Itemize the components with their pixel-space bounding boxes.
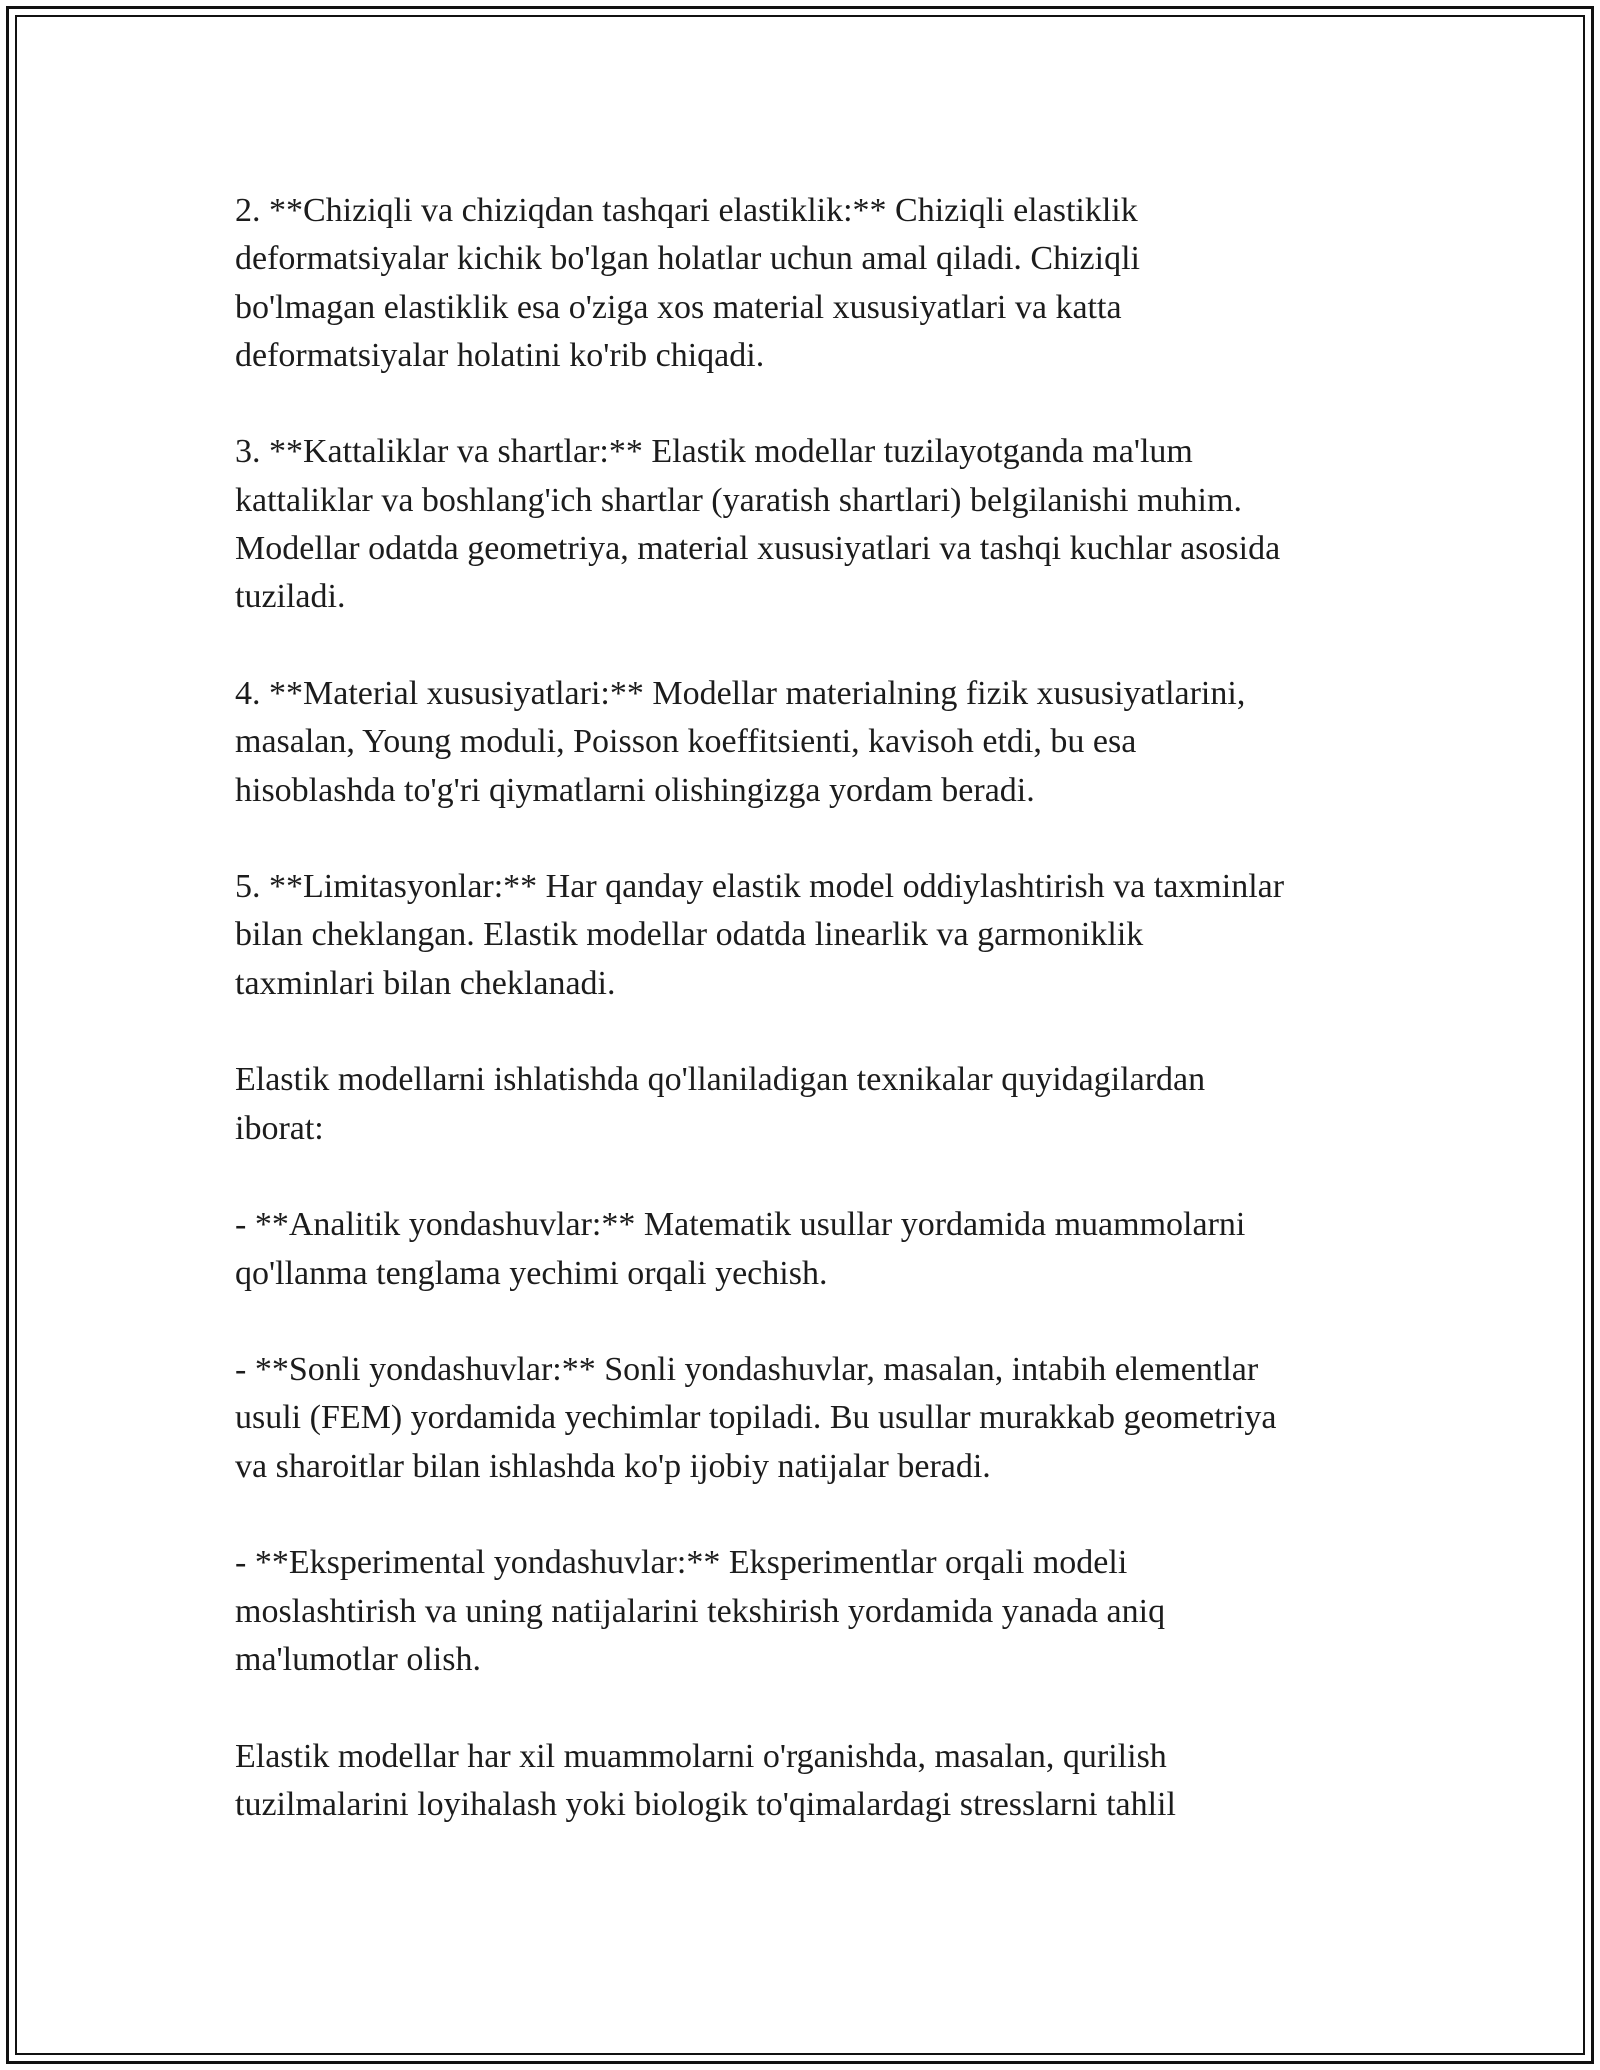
text-line: 2. **Chiziqli va chiziqdan tashqari elastiklik:** Chiziqli elastiklik <box>235 192 1138 229</box>
text-line: Elastik modellarni ishlatishda qo'llaniladigan texnikalar quyidagilardan <box>235 1061 1206 1099</box>
paragraph-material-properties <box>235 670 1385 815</box>
text-line: deformatsiyalar holatini ko'rib chiqadi. <box>235 336 765 374</box>
paragraph-linear-elasticity <box>235 187 1385 380</box>
text-line: hisoblashda to'g'ri qiymatlarni olishingizga yordam beradi. <box>235 771 1035 809</box>
text-line: bo'lmagan elastiklik esa o'ziga xos material xususiyatlari va katta <box>235 288 1122 326</box>
paragraph-numerical-approaches <box>235 1346 1385 1491</box>
text-line: qo'llanma tenglama yechimi orqali yechish. <box>235 1254 828 1292</box>
text-line: tuziladi. <box>235 578 346 616</box>
text-line: Elastik modellar har xil muammolarni o'rganishda, masalan, qurilish <box>235 1737 1167 1775</box>
text-line: taxminlari bilan cheklanadi. <box>235 964 616 1002</box>
paragraph-techniques-intro <box>235 1056 1385 1153</box>
text-line: 3. **Kattaliklar va shartlar:** Elastik modellar tuzilayotganda ma'lum <box>235 433 1193 471</box>
text-line: - **Sonli yondashuvlar:** Sonli yondashuvlar, masalan, intabih elementlar <box>235 1351 1259 1389</box>
paragraph-experimental-approaches <box>235 1539 1385 1684</box>
text-line: bilan cheklangan. Elastik modellar odatda linearlik va garmoniklik <box>235 916 1144 954</box>
document-body <box>235 187 1385 1877</box>
text-line: - **Analitik yondashuvlar:** Matematik usullar yordamida muammolarni <box>235 1206 1246 1244</box>
paragraph-quantities-conditions <box>235 428 1385 621</box>
text-line: 5. **Limitasyonlar:** Har qanday elastik model oddiylashtirish va taxminlar <box>235 868 1285 906</box>
paragraph-analytic-approaches <box>235 1201 1385 1298</box>
paragraph-conclusion <box>235 1733 1385 1830</box>
text-line: Modellar odatda geometriya, material xususiyatlari va tashqi kuchlar asosida <box>235 530 1281 568</box>
text-line: iborat: <box>235 1109 324 1147</box>
text-line: va sharoitlar bilan ishlashda ko'p ijobiy natijalar beradi. <box>235 1447 991 1485</box>
text-line: 4. **Material xususiyatlari:** Modellar materialning fizik xususiyatlarini, <box>235 674 1246 712</box>
text-line: usuli (FEM) yordamida yechimlar topiladi. Bu usullar murakkab geometriya <box>235 1399 1277 1437</box>
text-line: masalan, Young moduli, Poisson koeffitsienti, kavisoh etdi, bu esa <box>235 723 1137 761</box>
paragraph-limitations <box>235 863 1385 1008</box>
text-line: deformatsiyalar kichik bo'lgan holatlar uchun amal qiladi. Chiziqli <box>235 240 1140 278</box>
text-line: moslashtirish va uning natijalarini tekshirish yordamida yanada aniq <box>235 1592 1166 1630</box>
text-line: ma'lumotlar olish. <box>235 1640 481 1678</box>
text-line: - **Eksperimental yondashuvlar:** Eksperimentlar orqali modeli <box>235 1544 1128 1582</box>
text-line: tuzilmalarini loyihalash yoki biologik to'qimalardagi stresslarni tahlil <box>235 1785 1176 1823</box>
text-line: kattaliklar va boshlang'ich shartlar (yaratish shartlari) belgilanishi muhim. <box>235 481 1242 519</box>
